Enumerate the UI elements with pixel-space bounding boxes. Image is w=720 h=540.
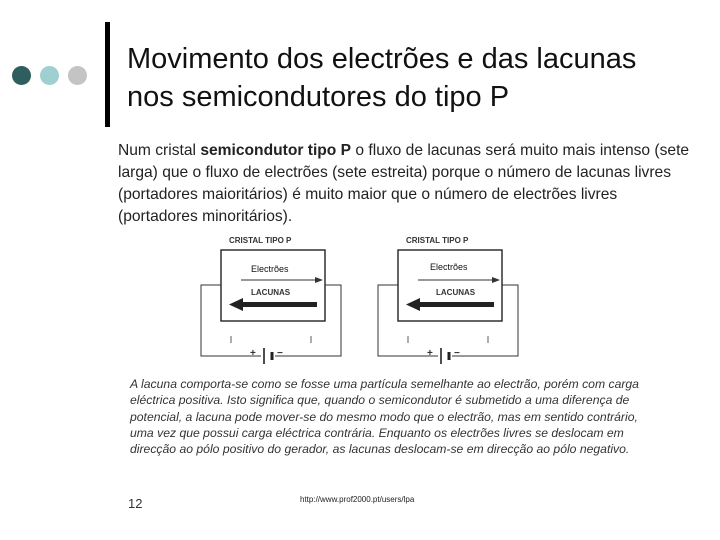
circuit-diagram-2 (370, 233, 520, 366)
body-paragraph (118, 140, 698, 228)
holes-label: LACUNAS (251, 288, 291, 297)
slide-title (127, 40, 707, 116)
battery-plus: + (427, 348, 433, 359)
body-bold-term: semicondutor tipo P (200, 142, 352, 159)
holes-arrow-shaft (420, 302, 494, 307)
electron-label: Electrões (430, 262, 468, 272)
dot-grey (68, 66, 87, 85)
dot-dark-teal (12, 66, 31, 85)
source-url: http://www.prof2000.pt/users/lpa (300, 495, 415, 504)
body-prefix: Num cristal (118, 142, 201, 159)
diagram-header: CRISTAL TIPO P (406, 236, 469, 245)
crystal-block (221, 250, 325, 321)
battery-minus: − (277, 348, 283, 359)
electron-label: Electrões (251, 264, 289, 274)
dot-light-teal (40, 66, 59, 85)
page-number: 12 (128, 496, 143, 511)
decorative-dots (12, 66, 87, 85)
body-rest: o fluxo de lacunas será muito mais intenso (sete larga) que o fluxo de electrões (sete estreita) porque o número de lacunas livres (portadores maioritários) é muito maior que o número de electrões livres (portadores minoritários). (118, 142, 690, 225)
diagram-header: CRISTAL TIPO P (229, 236, 292, 245)
battery-minus: − (454, 348, 460, 359)
battery-plus: + (250, 348, 256, 359)
circuit-diagram-1 (193, 233, 343, 366)
holes-arrow-shaft (243, 302, 317, 307)
crystal-block (398, 250, 502, 321)
title-line-1: Movimento dos electrões e das lacunas (127, 43, 637, 75)
holes-label: LACUNAS (436, 288, 476, 297)
title-divider-bar (105, 22, 110, 127)
caption-text: A lacuna comporta-se como se fosse uma partícula semelhante ao electrão, porém com carga eléctrica positiva. Isto significa que, quando o semicondutor é submetido a uma diferença de potencial, a lacuna pode mover-se do mesmo modo que o electrão, mas em sentido contrário, uma vez que possui carga eléctrica contrária. Enquanto os electrões livres se deslocam em direcção ao pólo positivo do gerador, as lacunas deslocam-se em direcção ao pólo negativo. (130, 377, 639, 457)
title-line-2: nos semicondutores do tipo P (127, 81, 510, 113)
